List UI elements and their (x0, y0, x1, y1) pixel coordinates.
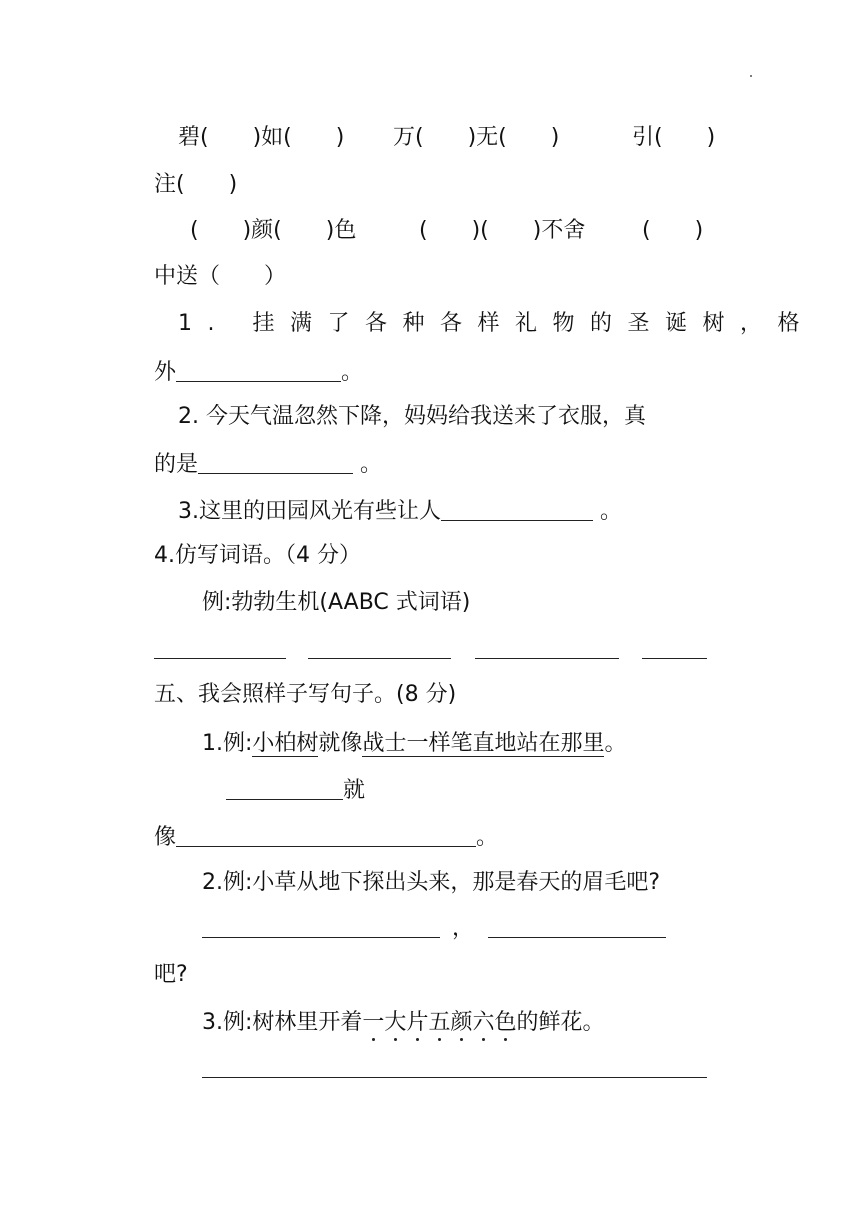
answer-blank[interactable] (226, 777, 343, 800)
answer-line[interactable] (475, 658, 619, 659)
idiom-4: 注( ) (154, 172, 238, 197)
period: 。 (353, 452, 383, 477)
q1-answer-line1 (226, 777, 365, 804)
q2-comma: ， (452, 916, 475, 941)
section-4-title: 4.仿写词语。（4 分） (154, 543, 361, 568)
emphasis-dot (438, 1038, 441, 1041)
dotted-char: 五 (428, 1010, 450, 1035)
q2-example: 2.例:小草从地下探出头来，那是春天的眉毛吧? (202, 870, 661, 895)
answer-line[interactable] (154, 658, 286, 659)
q3-dotted-phrase (362, 1010, 516, 1035)
fill-item-2: 2. 今天气温忽然下降，妈妈给我送来了衣服，真 (178, 404, 646, 429)
q3-example (202, 1010, 605, 1036)
section-4-example: 例:勃勃生机(AABC 式词语) (202, 590, 471, 615)
idiom-3: 引( ) (632, 125, 716, 150)
q1-cont: 像 (154, 825, 177, 850)
answer-line[interactable] (642, 658, 707, 659)
dotted-char: 颜 (450, 1010, 472, 1035)
q3-end: 的鲜花。 (516, 1010, 605, 1035)
fill-item-1-lead: 外 (154, 360, 177, 385)
idiom-6: ( )( )不舍 (419, 218, 586, 243)
emphasis-dot (372, 1038, 375, 1041)
q1-answer-line2 (154, 824, 498, 851)
idiom-7: ( ) (642, 218, 704, 243)
fill-item-3-text: 3.这里的田园风光有些让人 (178, 499, 441, 524)
section-5-title: 五、我会照样子写句子。(8 分) (154, 682, 457, 707)
period: 。 (593, 499, 622, 524)
answer-line[interactable] (202, 1077, 707, 1078)
fill-item-1-cont (154, 359, 363, 386)
q1-blank-suffix: 就 (343, 778, 366, 803)
idiom-2: 万( )无( ) (393, 125, 560, 150)
idiom-5: ( )颜( )色 (190, 218, 357, 243)
q1-prefix: 1.例: (202, 731, 253, 756)
q1-mid: 就像 (318, 731, 363, 756)
dotted-char: 色 (495, 1010, 517, 1035)
dotted-char: 一 (362, 1010, 384, 1035)
fill-item-1: 1. 挂满了各种各样礼物的圣诞树，格 (178, 311, 815, 336)
q2-cont: 吧? (154, 962, 188, 987)
emphasis-dot (482, 1038, 485, 1041)
answer-blank[interactable] (176, 824, 476, 847)
emphasis-dot (416, 1038, 419, 1041)
q1-object: 战士一样笔直地站在那里 (362, 731, 605, 756)
corner-mark (750, 75, 752, 77)
answer-line[interactable] (202, 937, 440, 938)
q1-example (202, 731, 626, 757)
period: 。 (604, 731, 627, 756)
answer-blank[interactable] (441, 498, 593, 521)
period: 。 (341, 360, 364, 385)
dotted-char: 片 (406, 1010, 428, 1035)
answer-blank[interactable] (176, 359, 341, 382)
fill-item-3 (178, 498, 622, 525)
q1-subject: 小柏树 (252, 731, 319, 756)
answer-blank[interactable] (198, 451, 353, 474)
emphasis-dot (394, 1038, 397, 1041)
fill-item-2-lead: 的是 (154, 452, 199, 477)
emphasis-dot (504, 1038, 507, 1041)
fill-item-2-cont (154, 451, 382, 478)
dotted-char: 六 (472, 1010, 494, 1035)
q3-prefix: 3.例:树林里开着 (202, 1010, 363, 1035)
emphasis-dot (460, 1038, 463, 1041)
answer-line[interactable] (488, 937, 666, 938)
idiom-8: 中送（ ） (154, 264, 287, 289)
idiom-1: 碧( )如( ) (178, 125, 345, 150)
dotted-char: 大 (384, 1010, 406, 1035)
answer-line[interactable] (308, 658, 451, 659)
period: 。 (476, 825, 499, 850)
